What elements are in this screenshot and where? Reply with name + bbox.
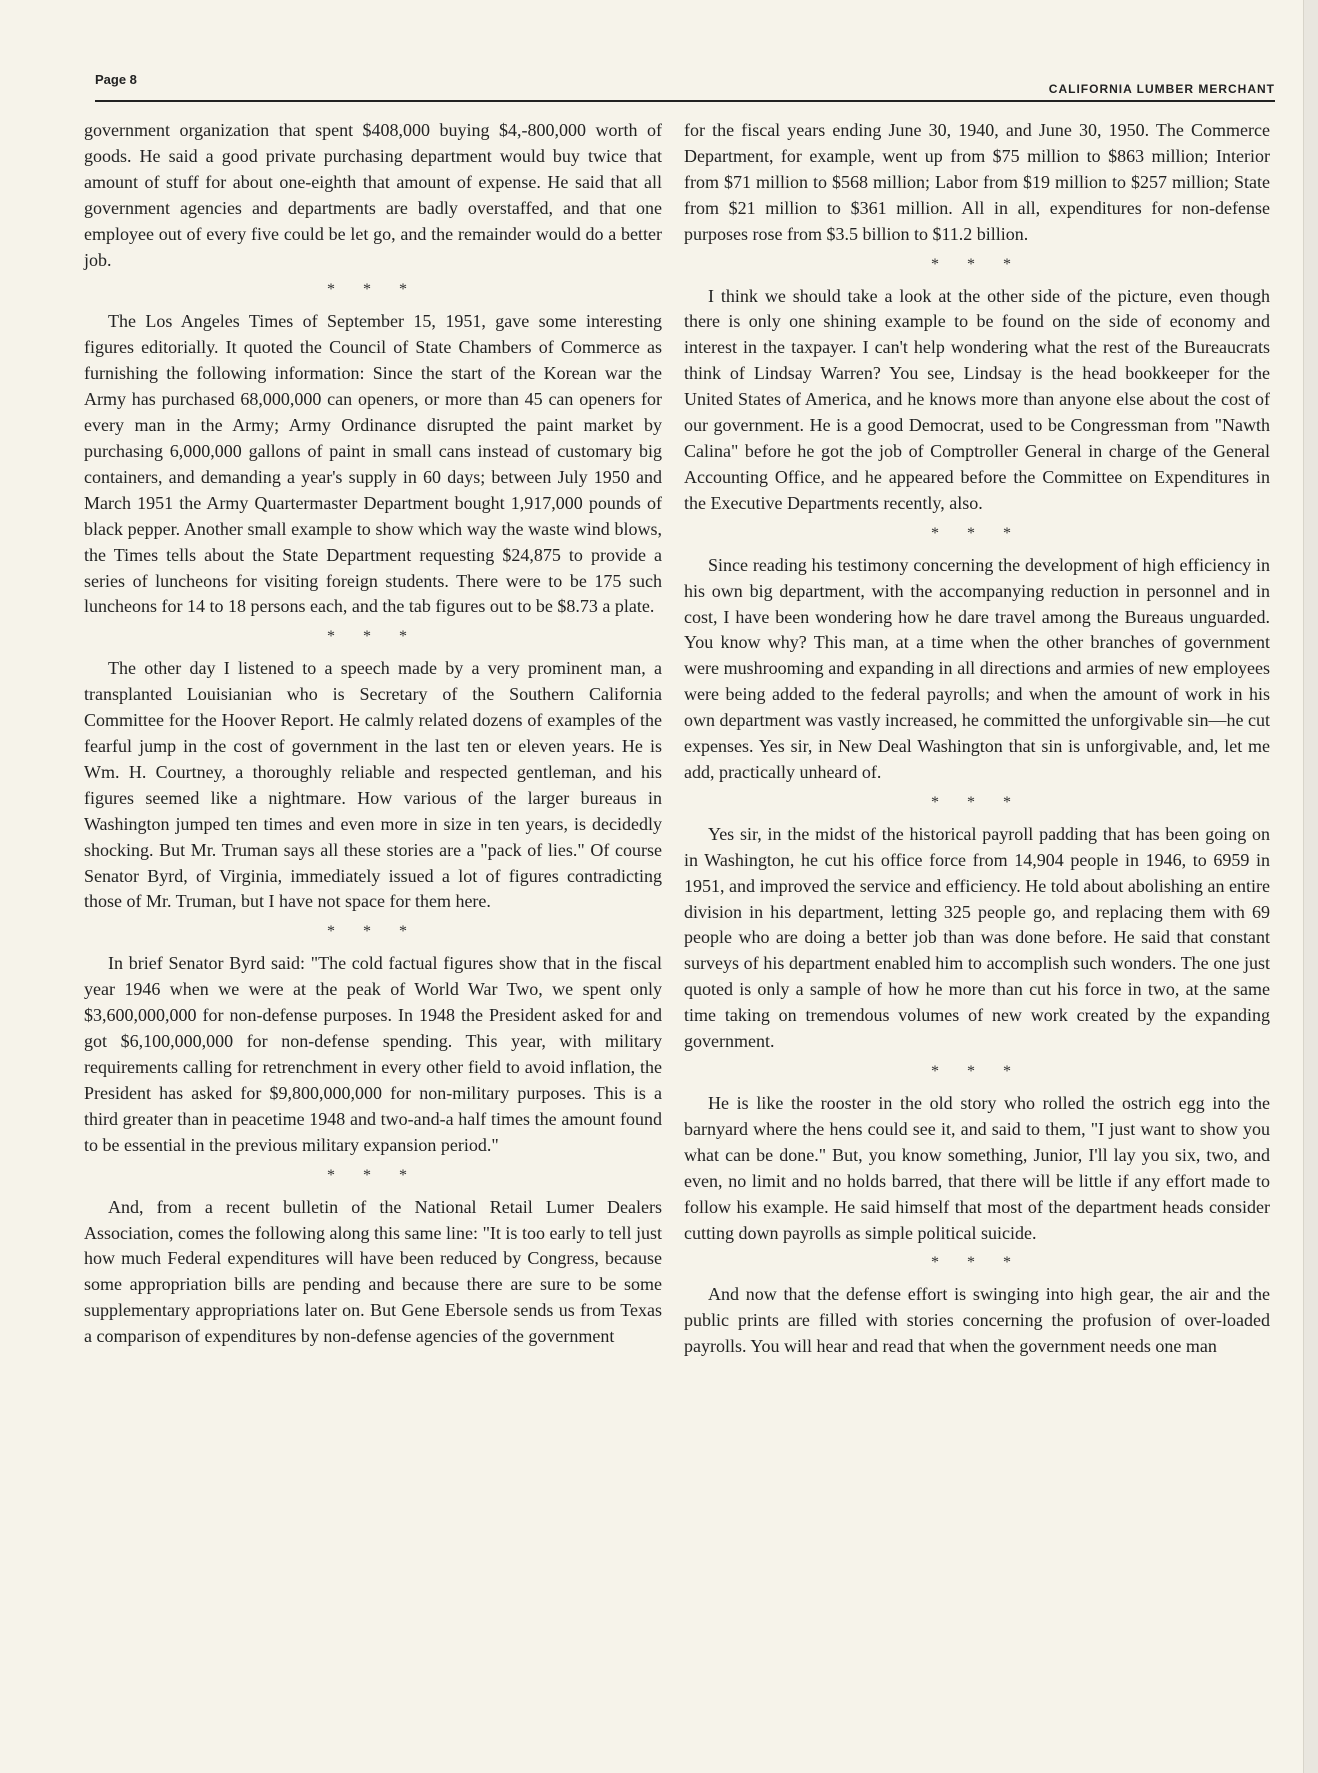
paragraph: The Los Angeles Times of September 15, 1951, gave some interesting figures editorially. It quoted the Council of State Chambers of Commerce as furnishing the following information: Since the start of the Korean war the Army has purchased 68,000,000 can openers, or more than 45 can openers for every man in the Army; Army Ordinance disrupted the paint market by purchasing 6,000,000 gallons of paint in small cans instead of customary big containers, and demanding a year's supply in 60 days; between July 1950 and March 1951 the Army Quartermaster Department bought 1,917,000 pounds of black pepper. Another small example to show which way the waste wind blows, the Times tells about the State Department requesting $24,875 to provide a series of luncheons for visiting foreign students. There were to be 175 such luncheons for 14 to 18 persons each, and the tab figures out to be $8.73 a plate.	[84, 311, 662, 617]
paragraph: Yes sir, in the midst of the historical payroll padding that has been going on in Washington, he cut his office force from 14,904 people in 1946, to 6959 in 1951, and improved the service and efficiency. He told about abolishing an entire division in his department, letting 325 people go, and replacing them with 69 people who are doing a better job than was done before. He said that constant surveys of his department enabled him to accomplish such wonders. The one just quoted is only a sample of how he more than cut his force in two, at the same time taking on tremendous volumes of new work created by the expanding government.	[684, 823, 1270, 1052]
paragraph: Since reading his testimony concerning the development of high efficiency in his own big department, with the accompanying reduction in personnel and in cost, I have been wondering how he dare travel among the Bureaus unguarded. You know why? This man, at a time when the other branches of government were mushrooming and expanding in all directions and armies of new employees were being added to the federal payrolls; and when the amount of work in his own department was vastly increased, he committed the unforgivable sin—he cut expenses. Yes sir, in New Deal Washington that sin is unforgivable, and, let me add, practically unheard of.	[684, 554, 1271, 782]
paragraph: for the fiscal years ending June 30, 1940, and June 30, 1950. The Commerce Department, for example, went up from $75 million to $863 million; Interior from $71 million to $568 million; Labor from $19 million to $257 million; State from $21 million to $361 million. All in all, expenditures for non-defense purposes rose from $3.5 billion to $11.2 billion.	[684, 120, 1270, 244]
publication-title: CALIFORNIA LUMBER MERCHANT	[1048, 82, 1275, 96]
section-divider: * * *	[327, 923, 419, 941]
paragraph: government organization that spent $408,000 buying $4,-800,000 worth of goods. He said a good private purchasing department would buy twice that amount of stuff for about one-eighth that amount of expense. He said that all government agencies and departments are badly overstaffed, and that one employee out of every five could be let go, and the remainder would do a better job.	[84, 120, 662, 270]
paragraph: In brief Senator Byrd said: "The cold factual figures show that in the fiscal year 1946 when we were at the peak of World War Two, we spent only $3,600,000,000 for non-defense purposes. In 1948 the President asked for and got $6,100,000,000 for non-defense spending. This year, with military requirements calling for retrenchment in every other field to avoid inflation, the President has asked for $9,800,000,000 for non-military purposes. This is a third greater than in peacetime 1948 and two-and-a half times the amount found to be essential in the previous military expansion period."	[84, 953, 662, 1155]
paragraph: The other day I listened to a speech made by a very prominent man, a transplanted Louisianian who is Secretary of the Southern California Committee for the Hoover Report. He calmly related dozens of examples of the fearful jump in the cost of government in the last ten or eleven years. He is Wm. H. Courtney, a thoroughly reliable and respected gentleman, and his figures seemed like a nightmare. How various of the larger bureaus in Washington jumped ten times and even more in size in ten years, is decidedly shocking. But Mr. Truman says all these stories are a "pack of lies." Of course Senator Byrd, of Virginia, immediately issued a lot of figures contradicting those of Mr. Truman, but I have not space for them here.	[84, 658, 662, 912]
page-edge	[1303, 0, 1318, 1773]
section-divider: * * *	[327, 628, 419, 646]
section-divider: * * *	[931, 524, 1023, 542]
page-header	[95, 68, 1275, 102]
section-divider: * * *	[327, 1166, 419, 1184]
section-divider: * * *	[327, 281, 419, 299]
paragraph: And now that the defense effort is swinging into high gear, the air and the public prints are filled with stories concerning the profusion of over-loaded payrolls. You will hear and read that when the government needs one man	[684, 1284, 1270, 1357]
section-divider: * * *	[931, 1063, 1023, 1080]
section-divider: * * *	[931, 1254, 1023, 1272]
section-divider: * * *	[931, 255, 1023, 273]
paragraph: He is like the rooster in the old story who rolled the ostrich egg into the barnyard where the hens could see it, and said to them, "I just want to show you what can be done." But, you know something, Junior, I'll lay you six, two, and even, no limit and no holds barred, that there will be little if any effort made to follow his example. He said himself that most of the department heads consider cutting down payrolls as simple political suicide.	[684, 1093, 1270, 1243]
section-divider: * * *	[931, 793, 1023, 811]
paragraph: And, from a recent bulletin of the National Retail Lumer Dealers Association, comes the following along this same line: "It is too early to tell just how much Federal expenditures will have been reduced by Congress, because some appropriation bills are pending and because there are sure to be some supplementary appropriations later on. But Gene Ebersole sends us from Texas a comparison of expenditures by non-defense agencies of the government	[84, 1196, 662, 1347]
right-column	[684, 118, 1270, 1360]
left-column	[84, 118, 662, 1350]
page-number: Page 8	[95, 72, 137, 87]
paragraph: I think we should take a look at the other side of the picture, even though there is only one shining example to be found on the side of economy and interest in the taxpayer. I can't help wondering what the rest of the Bureaucrats think of Lindsay Warren? You see, Lindsay is the head bookkeeper for the United States of America, and he knows more than anyone else about the cost of our government. He is a good Democrat, used to be Congressman from "Nawth Calina" before he got the job of Comptroller General in charge of the General Accounting Office, and he appeared before the Committee on Expenditures in the Executive Departments recently, also.	[684, 285, 1270, 513]
